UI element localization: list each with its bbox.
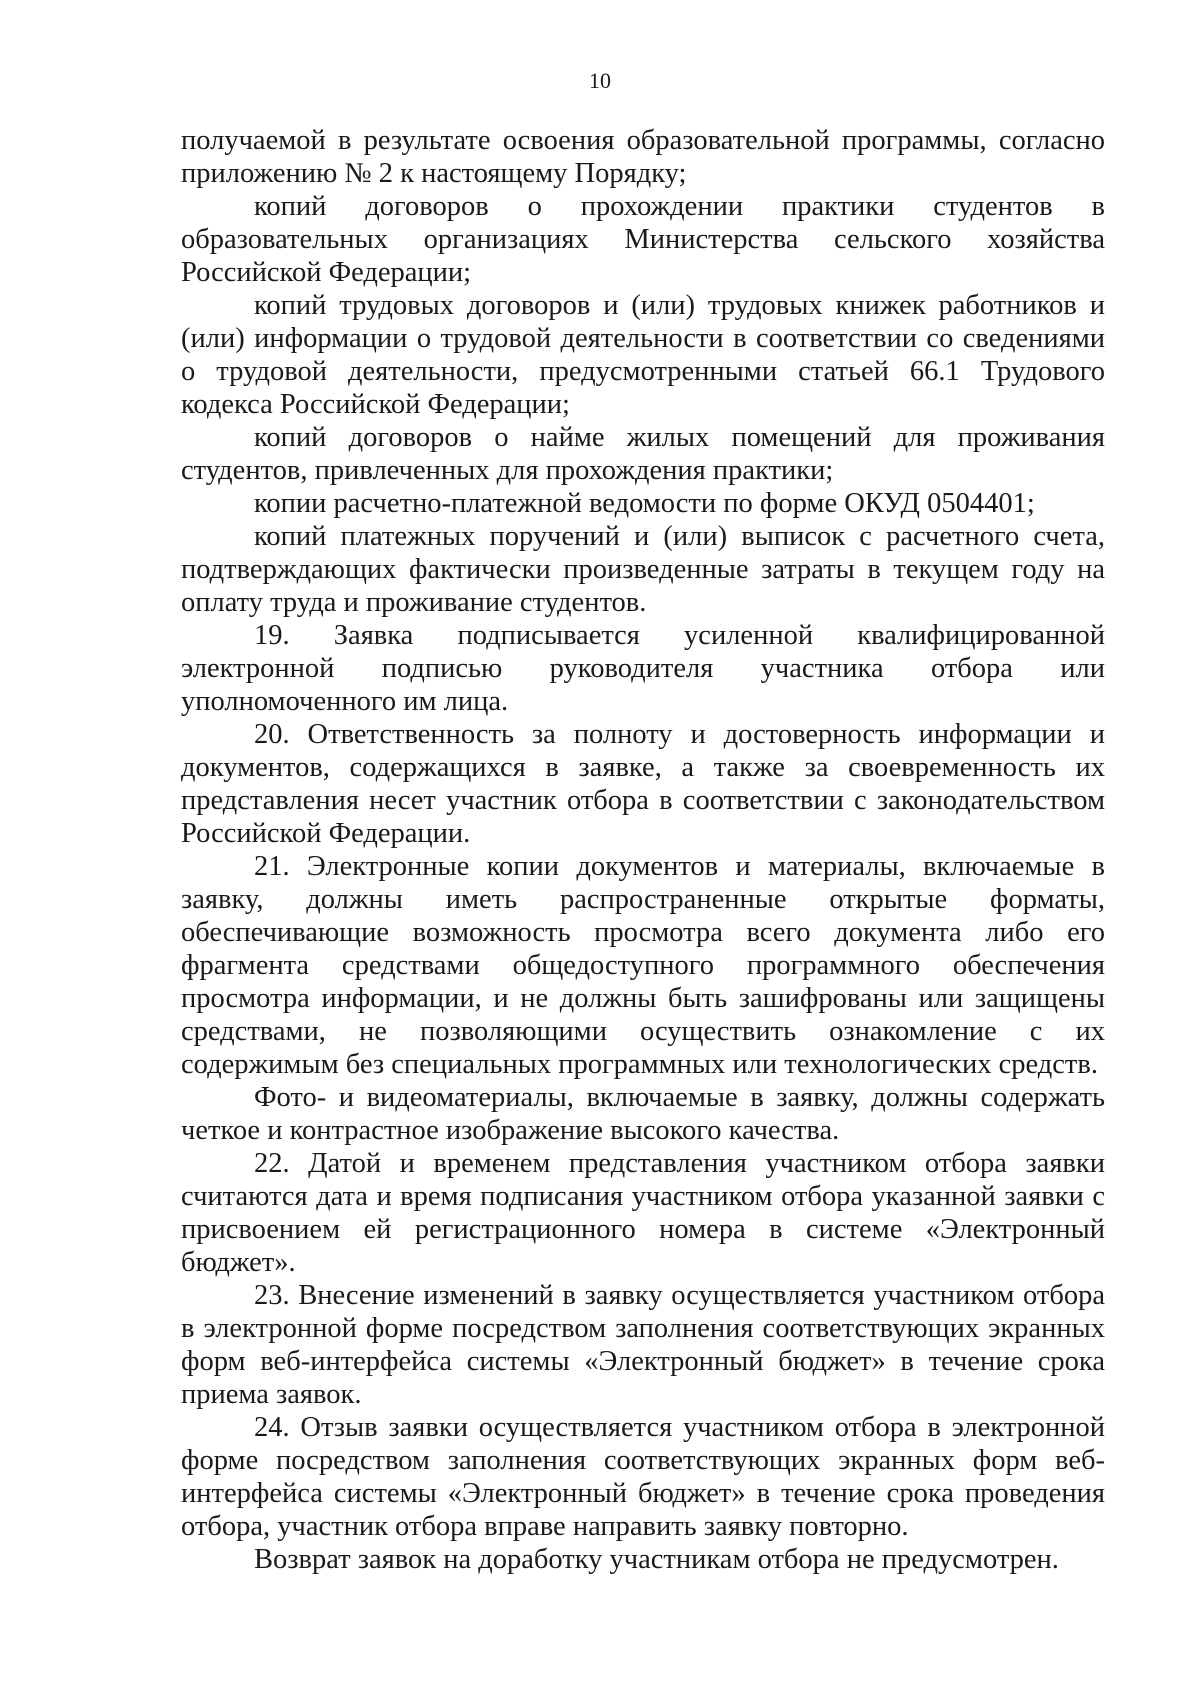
paragraph-payroll-statement: копии расчетно-платежной ведомости по форме ОКУД 0504401; <box>254 488 1035 519</box>
paragraph-item-22: 22. Датой и временем представления участником отбора заявки считаются дата и время подписания участником отбора указанной заявки с присвоением ей регистрационного номера в системе «Электронный бюджет». <box>181 1148 1105 1278</box>
paragraph-return-not-provided: Возврат заявок на доработку участникам отбора не предусмотрен. <box>254 1544 1059 1575</box>
paragraph-item-21: 21. Электронные копии документов и материалы, включаемые в заявку, должны иметь распространенные открытые форматы, обеспечивающие возможность просмотра всего документа либо его фрагмента средствами общедоступного программного обеспечения просмотра информации, и не должны быть зашифрованы или защищены средствами, не позволяющими осуществить ознакомление с их содержимым без специальных программных или технологических средств. <box>181 851 1105 1080</box>
paragraph-labor-contracts: копий трудовых договоров и (или) трудовых книжек работников и (или) информации о трудовой деятельности в соответствии со сведениями о трудовой деятельности, предусмотренными статьей 66.1 Трудового кодекса Российской Федерации; <box>181 290 1105 420</box>
document-body <box>181 124 1105 1576</box>
paragraph-item-23: 23. Внесение изменений в заявку осуществляется участником отбора в электронной форме посредством заполнения соответствующих экранных форм веб-интерфейса системы «Электронный бюджет» в течение срока приема заявок. <box>181 1280 1105 1410</box>
paragraph-continuation: получаемой в результате освоения образовательной программы, согласно приложению № 2 к настоящему Порядку; <box>181 125 1105 189</box>
paragraph-item-24: 24. Отзыв заявки осуществляется участником отбора в электронной форме посредством заполнения соответствующих экранных форм веб-интерфейса системы «Электронный бюджет» в течение срока проведения отбора, участник отбора вправе направить заявку повторно. <box>181 1412 1105 1542</box>
paragraph-contracts-practice: копий договоров о прохождении практики студентов в образовательных организациях Министерства сельского хозяйства Российской Федерации; <box>181 191 1105 288</box>
paragraph-item-20: 20. Ответственность за полноту и достоверность информации и документов, содержащихся в заявке, а также за своевременность их представления несет участник отбора в соответствии с законодательством Российской Федерации. <box>181 719 1105 849</box>
paragraph-item-19: 19. Заявка подписывается усиленной квалифицированной электронной подписью руководителя участника отбора или уполномоченного им лица. <box>181 620 1105 717</box>
paragraph-housing-contracts: копий договоров о найме жилых помещений для проживания студентов, привлеченных для прохождения практики; <box>181 422 1105 486</box>
page-number: 10 <box>589 68 611 93</box>
paragraph-payment-orders: копий платежных поручений и (или) выписок с расчетного счета, подтверждающих фактически произведенные затраты в текущем году на оплату труда и проживание студентов. <box>181 521 1105 618</box>
paragraph-photo-video: Фото- и видеоматериалы, включаемые в заявку, должны содержать четкое и контрастное изображение высокого качества. <box>181 1082 1105 1146</box>
